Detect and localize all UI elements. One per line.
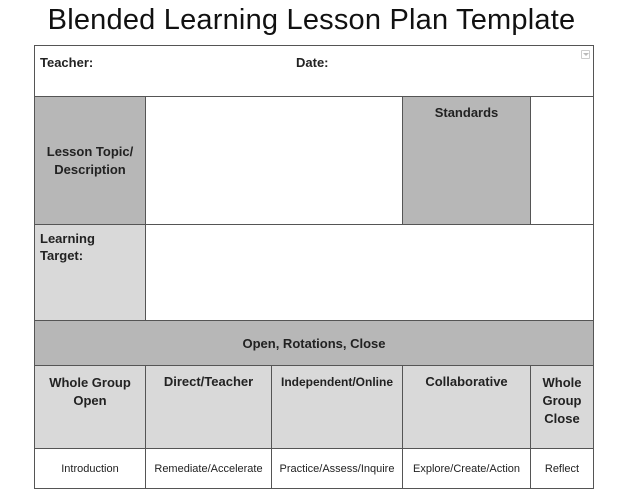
column-heading-whole-group-close: Whole Group Close xyxy=(530,365,594,449)
standards-input[interactable] xyxy=(530,96,594,225)
learning-target-label-cell xyxy=(34,224,146,321)
column-heading-whole-group-open: Whole Group Open xyxy=(34,365,146,449)
teacher-date-row[interactable] xyxy=(34,45,594,97)
standards-label: Standards xyxy=(434,105,499,120)
lesson-topic-label-cell xyxy=(34,96,146,225)
page-title: Blended Learning Lesson Plan Template xyxy=(47,4,576,36)
dropdown-icon[interactable] xyxy=(581,50,590,59)
section-header xyxy=(34,320,594,366)
column-heading-direct-teacher: Direct/Teacher xyxy=(145,365,272,449)
teacher-label: Teacher: xyxy=(40,55,94,70)
column-heading-collaborative: Collaborative xyxy=(402,365,531,449)
lesson-topic-label: Lesson Topic/ xyxy=(46,143,134,159)
lesson-description-label: Description xyxy=(54,161,126,177)
section-header-label: Open, Rotations, Close xyxy=(242,335,386,351)
activity-practice-assess-inquire[interactable]: Practice/Assess/Inquire xyxy=(271,448,403,489)
lesson-plan-table xyxy=(34,45,594,489)
learning-target-label: Learning xyxy=(40,231,95,246)
learning-target-label-2: Target: xyxy=(40,248,84,263)
activity-reflect[interactable]: Reflect xyxy=(530,448,594,489)
column-heading-independent-online: Independent/Online xyxy=(271,365,403,449)
activity-remediate-accelerate[interactable]: Remediate/Accelerate xyxy=(145,448,272,489)
standards-label-cell xyxy=(402,96,531,225)
lesson-topic-input[interactable] xyxy=(145,96,403,225)
learning-target-input[interactable] xyxy=(145,224,594,321)
date-label: Date: xyxy=(296,55,329,70)
activity-explore-create-action[interactable]: Explore/Create/Action xyxy=(402,448,531,489)
activity-introduction[interactable]: Introduction xyxy=(34,448,146,489)
